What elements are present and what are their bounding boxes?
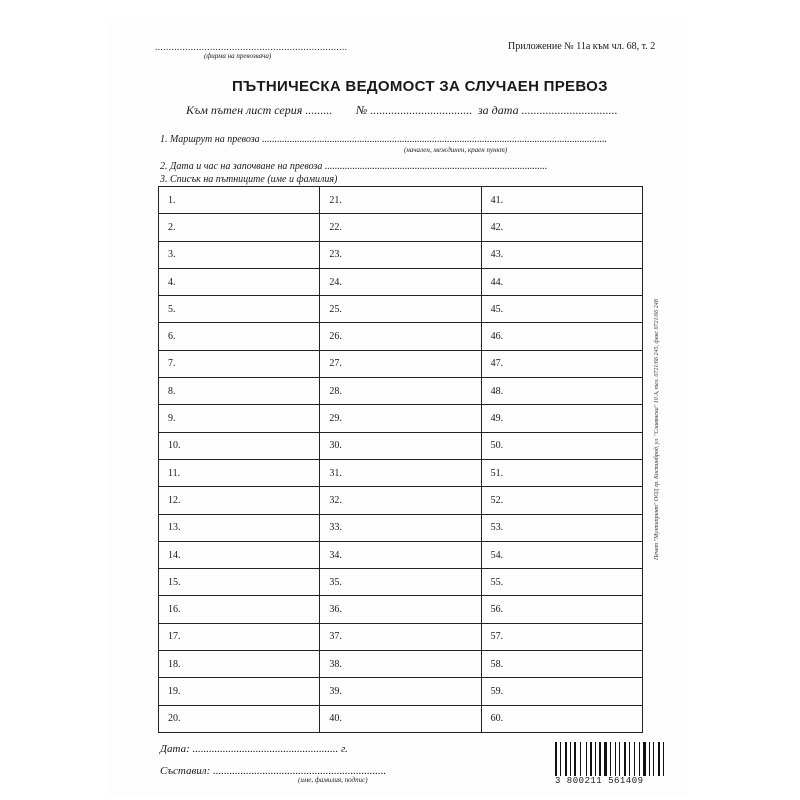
passenger-cell[interactable]: 51. bbox=[481, 459, 642, 486]
barcode-bar bbox=[572, 742, 573, 776]
passenger-cell[interactable]: 24. bbox=[320, 268, 481, 295]
passenger-cell[interactable]: 60. bbox=[481, 705, 642, 732]
barcode-bar bbox=[617, 742, 618, 776]
passenger-cell[interactable]: 15. bbox=[159, 569, 320, 596]
passenger-cell[interactable]: 53. bbox=[481, 514, 642, 541]
barcode-bar bbox=[661, 742, 662, 776]
route-hint: (начален, междинен, краен пункт) bbox=[404, 146, 508, 154]
barcode-bar bbox=[582, 742, 585, 776]
passenger-cell[interactable]: 52. bbox=[481, 487, 642, 514]
passenger-cell[interactable]: 59. bbox=[481, 678, 642, 705]
barcode-bar bbox=[658, 742, 660, 776]
passenger-cell[interactable]: 41. bbox=[481, 187, 642, 214]
passenger-cell[interactable]: 3. bbox=[159, 241, 320, 268]
passenger-cell[interactable]: 16. bbox=[159, 596, 320, 623]
passenger-cell[interactable]: 32. bbox=[320, 487, 481, 514]
table-row bbox=[159, 214, 643, 241]
table-row bbox=[159, 459, 643, 486]
barcode-bar bbox=[651, 742, 652, 776]
barcode-bar bbox=[570, 742, 571, 776]
passenger-cell[interactable]: 58. bbox=[481, 651, 642, 678]
table-row bbox=[159, 241, 643, 268]
passenger-cell[interactable]: 31. bbox=[320, 459, 481, 486]
passenger-cell[interactable]: 20. bbox=[159, 705, 320, 732]
passenger-cell[interactable]: 4. bbox=[159, 268, 320, 295]
waybill-series: Към пътен лист серия ......... bbox=[186, 103, 333, 117]
barcode-bar bbox=[602, 742, 603, 776]
route-field: 1. Маршрут на превоза .......................................................................................................................................... bbox=[160, 134, 608, 145]
passenger-cell[interactable]: 40. bbox=[320, 705, 481, 732]
barcode-bar bbox=[580, 742, 581, 776]
passenger-cell[interactable]: 8. bbox=[159, 378, 320, 405]
passenger-cell[interactable]: 26. bbox=[320, 323, 481, 350]
barcode-bar bbox=[615, 742, 616, 776]
passenger-cell[interactable]: 28. bbox=[320, 378, 481, 405]
table-row bbox=[159, 596, 643, 623]
barcode-bar bbox=[663, 742, 664, 776]
passenger-cell[interactable]: 27. bbox=[320, 350, 481, 377]
passenger-cell[interactable]: 36. bbox=[320, 596, 481, 623]
barcode-bar bbox=[599, 742, 601, 776]
barcode-bar bbox=[595, 742, 596, 776]
table-row bbox=[159, 350, 643, 377]
table-row bbox=[159, 705, 643, 732]
passenger-cell[interactable]: 45. bbox=[481, 296, 642, 323]
barcode-bar bbox=[596, 742, 598, 776]
passenger-cell[interactable]: 29. bbox=[320, 405, 481, 432]
compiled-by-hint: (име, фамилия, подпис) bbox=[298, 776, 368, 784]
barcode-bar bbox=[593, 742, 594, 776]
passenger-cell[interactable]: 23. bbox=[320, 241, 481, 268]
passenger-cell[interactable]: 12. bbox=[159, 487, 320, 514]
compiled-by-field: Съставил: ............................................................... bbox=[160, 765, 387, 777]
passenger-cell[interactable]: 5. bbox=[159, 296, 320, 323]
barcode-bar bbox=[649, 742, 651, 776]
date-field: Дата: ..................................................... г. bbox=[160, 743, 348, 755]
passenger-cell[interactable]: 55. bbox=[481, 569, 642, 596]
passenger-cell[interactable]: 7. bbox=[159, 350, 320, 377]
barcode-bar bbox=[610, 742, 611, 776]
barcode-bar bbox=[653, 742, 654, 776]
passenger-cell[interactable]: 6. bbox=[159, 323, 320, 350]
table-row bbox=[159, 623, 643, 650]
barcode-bar bbox=[647, 742, 648, 776]
passenger-cell[interactable]: 42. bbox=[481, 214, 642, 241]
barcode-bars bbox=[555, 742, 667, 776]
passenger-cell[interactable]: 22. bbox=[320, 214, 481, 241]
passenger-list-heading: 3. Списък на пътниците (име и фамилия) bbox=[160, 174, 338, 185]
barcode-bar bbox=[608, 742, 609, 776]
passenger-cell[interactable]: 48. bbox=[481, 378, 642, 405]
passenger-cell[interactable]: 10. bbox=[159, 432, 320, 459]
passenger-cell[interactable]: 18. bbox=[159, 651, 320, 678]
barcode-bar bbox=[629, 742, 630, 776]
passenger-table bbox=[158, 186, 643, 733]
barcode-bar bbox=[665, 742, 666, 776]
table-row bbox=[159, 651, 643, 678]
passenger-cell[interactable]: 1. bbox=[159, 187, 320, 214]
passenger-cell[interactable]: 35. bbox=[320, 569, 481, 596]
passenger-cell[interactable]: 37. bbox=[320, 623, 481, 650]
passenger-cell[interactable]: 39. bbox=[320, 678, 481, 705]
passenger-cell[interactable]: 2. bbox=[159, 214, 320, 241]
table-row bbox=[159, 187, 643, 214]
table-row bbox=[159, 514, 643, 541]
barcode-bar bbox=[562, 742, 564, 776]
barcode bbox=[555, 742, 667, 788]
passenger-cell[interactable]: 49. bbox=[481, 405, 642, 432]
passenger-cell[interactable]: 14. bbox=[159, 541, 320, 568]
table-row bbox=[159, 569, 643, 596]
table-row bbox=[159, 678, 643, 705]
passenger-cell[interactable]: 21. bbox=[320, 187, 481, 214]
barcode-bar bbox=[631, 742, 633, 776]
passenger-cell[interactable]: 19. bbox=[159, 678, 320, 705]
start-field: 2. Дата и час на започване на превоза ......................................................................................... bbox=[160, 161, 548, 172]
waybill-date: за дата ................................ bbox=[478, 103, 618, 117]
table-row bbox=[159, 268, 643, 295]
passenger-cell[interactable]: 46. bbox=[481, 323, 642, 350]
passenger-cell[interactable]: 43. bbox=[481, 241, 642, 268]
barcode-number: 3 800211 561409 bbox=[555, 776, 644, 786]
carrier-dots: ...................................................................... bbox=[155, 42, 348, 52]
passenger-cell[interactable]: 47. bbox=[481, 350, 642, 377]
barcode-bar bbox=[619, 742, 620, 776]
barcode-bar bbox=[624, 742, 626, 776]
passenger-cell[interactable]: 54. bbox=[481, 541, 642, 568]
table-row bbox=[159, 432, 643, 459]
passenger-cell[interactable]: 17. bbox=[159, 623, 320, 650]
barcode-bar bbox=[565, 742, 568, 776]
barcode-bar bbox=[577, 742, 579, 776]
table-row bbox=[159, 296, 643, 323]
barcode-bar bbox=[639, 742, 640, 776]
document-title: ПЪТНИЧЕСКА ВЕДОМОСТ ЗА СЛУЧАЕН ПРЕВОЗ bbox=[232, 78, 608, 95]
carrier-label: (фирма на превозвача) bbox=[204, 52, 272, 60]
passenger-cell[interactable]: 44. bbox=[481, 268, 642, 295]
passenger-cell[interactable]: 33. bbox=[320, 514, 481, 541]
passenger-cell[interactable]: 13. bbox=[159, 514, 320, 541]
barcode-bar bbox=[560, 742, 561, 776]
barcode-bar bbox=[641, 742, 642, 776]
barcode-bar bbox=[568, 742, 569, 776]
table-row bbox=[159, 541, 643, 568]
barcode-bar bbox=[558, 742, 559, 776]
barcode-bar bbox=[604, 742, 607, 776]
passenger-cell[interactable]: 57. bbox=[481, 623, 642, 650]
annex-reference: Приложение № 11а към чл. 68, т. 2 bbox=[508, 41, 656, 52]
table-row bbox=[159, 323, 643, 350]
passenger-cell[interactable]: 11. bbox=[159, 459, 320, 486]
waybill-number: № .................................. bbox=[356, 103, 473, 117]
barcode-bar bbox=[634, 742, 635, 776]
barcode-bar bbox=[588, 742, 589, 776]
barcode-bar bbox=[612, 742, 614, 776]
passenger-cell[interactable]: 38. bbox=[320, 651, 481, 678]
barcode-bar bbox=[655, 742, 657, 776]
barcode-bar bbox=[636, 742, 638, 776]
passenger-cell[interactable]: 56. bbox=[481, 596, 642, 623]
barcode-bar bbox=[586, 742, 587, 776]
barcode-bar bbox=[590, 742, 592, 776]
barcode-bar bbox=[555, 742, 557, 776]
table-row bbox=[159, 378, 643, 405]
table-row bbox=[159, 405, 643, 432]
passenger-cell[interactable]: 9. bbox=[159, 405, 320, 432]
passenger-cell[interactable]: 25. bbox=[320, 296, 481, 323]
barcode-bar bbox=[574, 742, 576, 776]
printer-imprint: Печат "Мултипринт" ООД гр. Костинброд, ул. "Славянска" 10 А, тел. 0721/66 245, факс 0721/66 248 bbox=[654, 299, 660, 560]
passenger-cell[interactable]: 34. bbox=[320, 541, 481, 568]
passenger-cell[interactable]: 30. bbox=[320, 432, 481, 459]
table-row bbox=[159, 487, 643, 514]
barcode-bar bbox=[643, 742, 646, 776]
passenger-cell[interactable]: 50. bbox=[481, 432, 642, 459]
barcode-bar bbox=[621, 742, 624, 776]
barcode-bar bbox=[627, 742, 628, 776]
